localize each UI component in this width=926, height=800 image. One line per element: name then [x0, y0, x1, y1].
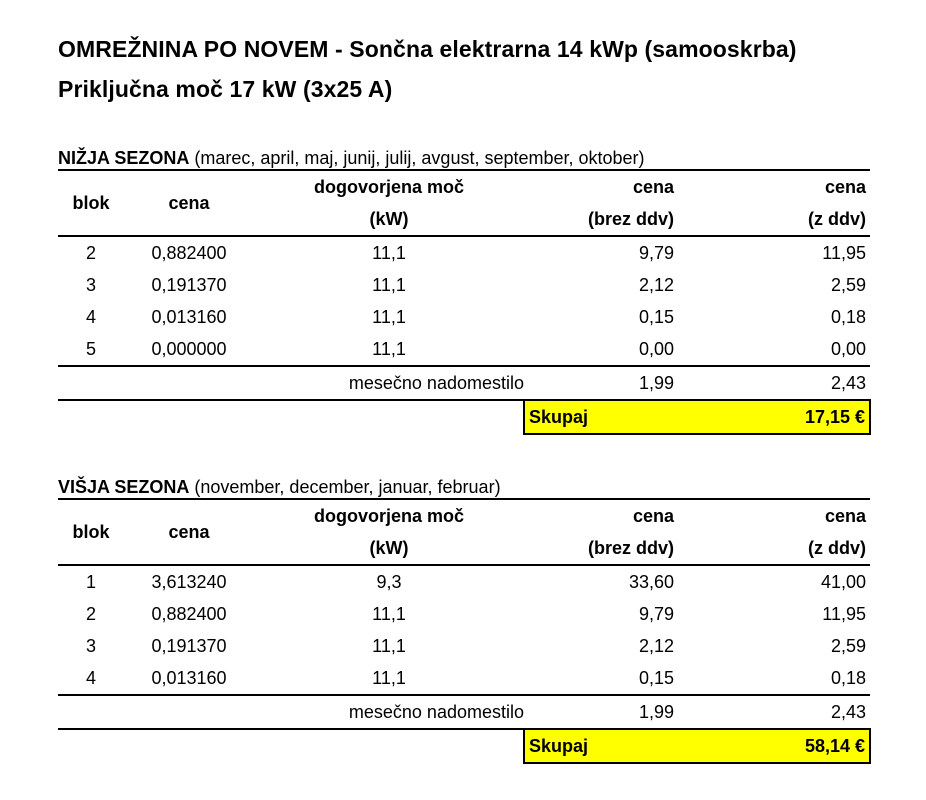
cell-z: 0,18 [830, 307, 866, 327]
cell-moc: 11,1 [372, 339, 406, 359]
total-label: Skupaj [524, 400, 682, 434]
fee-row [58, 366, 870, 400]
header-moc-unit: (kW) [369, 209, 409, 229]
cell-cena: 0,882400 [151, 243, 227, 263]
header-blok: blok [58, 170, 124, 236]
cell-cena: 0,882400 [151, 604, 227, 624]
header-cena: cena [124, 499, 254, 565]
total-label: Skupaj [524, 729, 682, 763]
total-value: 17,15 € [682, 400, 870, 434]
table-row [58, 269, 870, 301]
table-header-row [58, 499, 870, 532]
cell-z: 11,95 [822, 243, 866, 263]
low-season-heading [58, 147, 826, 169]
cell-cena: 3,613240 [151, 572, 227, 592]
document-title: OMREŽNINA PO NOVEM - Sončna elektrarna 14 kWp (samooskrba) [58, 36, 797, 62]
cell-z: 0,18 [830, 668, 866, 688]
header-brez-ddv: (brez ddv) [587, 538, 674, 558]
table-header-row [58, 170, 870, 203]
table-row [58, 662, 870, 695]
header-brez-ddv: (brez ddv) [587, 209, 674, 229]
header-moc: dogovorjena moč [313, 506, 465, 526]
cell-blok: 2 [85, 243, 96, 263]
table-row [58, 598, 870, 630]
high-season-section [58, 476, 866, 764]
total-spacer [58, 400, 524, 434]
cell-brez: 9,79 [638, 604, 674, 624]
header-moc: dogovorjena moč [313, 177, 465, 197]
total-row [58, 400, 870, 434]
cell-blok: 1 [85, 572, 96, 592]
high-season-name: VIŠJA SEZONA [58, 477, 190, 497]
high-season-table [58, 498, 871, 764]
cell-brez: 2,12 [638, 636, 674, 656]
header-cena: cena [124, 170, 254, 236]
cell-blok: 4 [85, 668, 96, 688]
table-row [58, 630, 870, 662]
cell-blok: 3 [85, 636, 96, 656]
high-season-heading [58, 476, 826, 498]
fee-brez: 1,99 [524, 366, 682, 400]
cell-z: 2,59 [830, 636, 866, 656]
cell-cena: 0,013160 [151, 668, 227, 688]
cell-blok: 4 [85, 307, 96, 327]
fee-row [58, 695, 870, 729]
cell-blok: 2 [85, 604, 96, 624]
header-z-ddv: (z ddv) [808, 538, 866, 558]
header-z-ddv: (z ddv) [808, 209, 866, 229]
cell-brez: 0,15 [638, 668, 674, 688]
header-cena-z: cena [824, 177, 866, 197]
cell-cena: 0,013160 [151, 307, 227, 327]
table-row [58, 236, 870, 269]
fee-brez: 1,99 [524, 695, 682, 729]
cell-brez: 0,15 [638, 307, 674, 327]
fee-z: 2,43 [682, 366, 870, 400]
cell-z: 11,95 [822, 604, 866, 624]
cell-moc: 11,1 [372, 307, 406, 327]
header-cena-z: cena [824, 506, 866, 526]
header-blok: blok [58, 499, 124, 565]
cell-blok: 3 [85, 275, 96, 295]
cell-brez: 9,79 [638, 243, 674, 263]
cell-cena: 0,191370 [151, 636, 227, 656]
table-row [58, 565, 870, 598]
total-row [58, 729, 870, 763]
cell-cena: 0,191370 [151, 275, 227, 295]
cell-z: 2,59 [830, 275, 866, 295]
header-cena-brez: cena [632, 506, 674, 526]
fee-label: mesečno nadomestilo [58, 695, 524, 729]
cell-moc: 11,1 [372, 604, 406, 624]
cell-moc: 11,1 [372, 668, 406, 688]
low-season-name: NIŽJA SEZONA [58, 148, 190, 168]
cell-z: 0,00 [830, 339, 866, 359]
cell-brez: 33,60 [628, 572, 674, 592]
cell-cena: 0,000000 [151, 339, 227, 359]
low-season-months: (marec, april, maj, junij, julij, avgust, september, oktober) [194, 148, 645, 168]
high-season-months: (november, december, januar, februar) [194, 477, 501, 497]
fee-z: 2,43 [682, 695, 870, 729]
total-value: 58,14 € [682, 729, 870, 763]
document-subtitle: Priključna moč 17 kW (3x25 A) [58, 76, 393, 102]
header-cena-brez: cena [632, 177, 674, 197]
cell-brez: 2,12 [638, 275, 674, 295]
cell-moc: 9,3 [376, 572, 402, 592]
low-season-section [58, 147, 866, 435]
table-row [58, 333, 870, 366]
cell-z: 41,00 [820, 572, 866, 592]
fee-label: mesečno nadomestilo [58, 366, 524, 400]
cell-moc: 11,1 [372, 243, 406, 263]
cell-brez: 0,00 [638, 339, 674, 359]
cell-moc: 11,1 [372, 636, 406, 656]
total-spacer [58, 729, 524, 763]
cell-moc: 11,1 [372, 275, 406, 295]
table-row [58, 301, 870, 333]
header-moc-unit: (kW) [369, 538, 409, 558]
low-season-table [58, 169, 871, 435]
cell-blok: 5 [85, 339, 96, 359]
